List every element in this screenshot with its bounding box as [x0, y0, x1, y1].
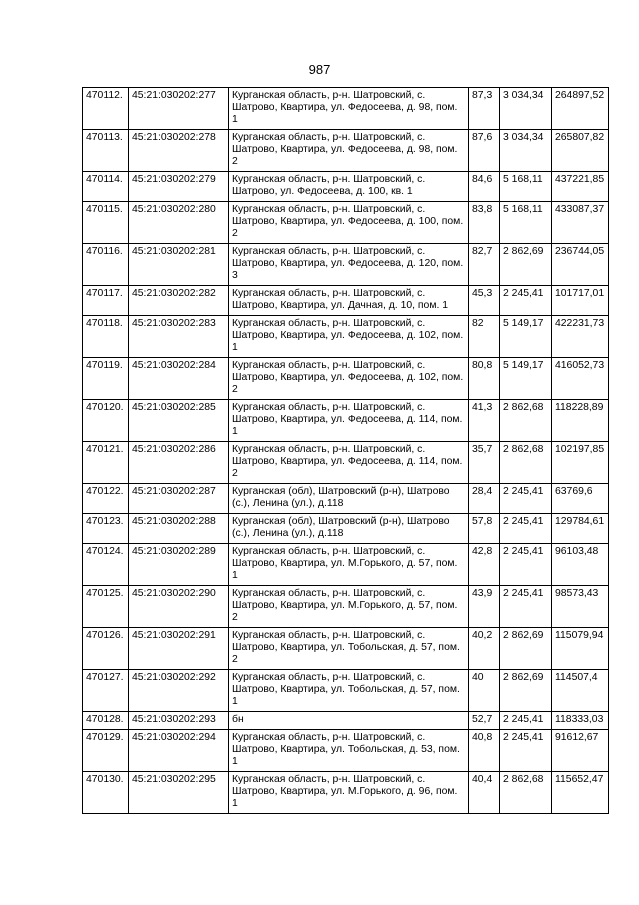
- rate-cell: 2 245,41: [500, 286, 552, 316]
- cadastral-number-cell: 45:21:030202:277: [129, 88, 229, 130]
- row-number-cell: 470125.: [83, 586, 129, 628]
- table-row: [83, 712, 609, 730]
- cadastral-number-cell: 45:21:030202:289: [129, 544, 229, 586]
- area-cell: 82,7: [469, 244, 500, 286]
- address-cell: Курганская область, р-н. Шатровский, с. Шатрово, Квартира, ул. М.Горького, д. 96, пом. 1: [229, 772, 469, 814]
- rate-cell: 5 168,11: [500, 172, 552, 202]
- cadastral-number-cell: 45:21:030202:285: [129, 400, 229, 442]
- table-row: [83, 286, 609, 316]
- row-number-cell: 470120.: [83, 400, 129, 442]
- rate-cell: 5 149,17: [500, 358, 552, 400]
- row-number-cell: 470127.: [83, 670, 129, 712]
- row-number-cell: 470129.: [83, 730, 129, 772]
- row-number-cell: 470122.: [83, 484, 129, 514]
- area-cell: 40,2: [469, 628, 500, 670]
- property-table: [82, 87, 609, 814]
- row-number-cell: 470117.: [83, 286, 129, 316]
- value-cell: 236744,05: [552, 244, 609, 286]
- rate-cell: 2 862,68: [500, 400, 552, 442]
- page-number: 987: [308, 62, 331, 77]
- area-cell: 80,8: [469, 358, 500, 400]
- address-cell: Курганская область, р-н. Шатровский, с. Шатрово, Квартира, ул. Федосеева, д. 98, пом. 2: [229, 130, 469, 172]
- cadastral-number-cell: 45:21:030202:287: [129, 484, 229, 514]
- value-cell: 433087,37: [552, 202, 609, 244]
- address-cell: Курганская область, р-н. Шатровский, с. Шатрово, Квартира, ул. Федосеева, д. 114, пом. 2: [229, 442, 469, 484]
- row-number-cell: 470113.: [83, 130, 129, 172]
- rate-cell: 5 149,17: [500, 316, 552, 358]
- cadastral-number-cell: 45:21:030202:283: [129, 316, 229, 358]
- rate-cell: 2 245,41: [500, 484, 552, 514]
- value-cell: 98573,43: [552, 586, 609, 628]
- table-row: [83, 130, 609, 172]
- address-cell: Курганская область, р-н. Шатровский, с. Шатрово, Квартира, ул. Федосеева, д. 98, пом. 1: [229, 88, 469, 130]
- row-number-cell: 470119.: [83, 358, 129, 400]
- table-row: [83, 514, 609, 544]
- address-cell: Курганская область, р-н. Шатровский, с. Шатрово, Квартира, ул. Федосеева, д. 102, пом. 1: [229, 316, 469, 358]
- area-cell: 82: [469, 316, 500, 358]
- rate-cell: 2 862,69: [500, 244, 552, 286]
- address-cell: Курганская область, р-н. Шатровский, с. Шатрово, Квартира, ул. М.Горького, д. 57, пом. 2: [229, 586, 469, 628]
- area-cell: 45,3: [469, 286, 500, 316]
- area-cell: 35,7: [469, 442, 500, 484]
- table-row: [83, 772, 609, 814]
- row-number-cell: 470123.: [83, 514, 129, 544]
- row-number-cell: 470121.: [83, 442, 129, 484]
- value-cell: 264897,52: [552, 88, 609, 130]
- row-number-cell: 470115.: [83, 202, 129, 244]
- address-cell: Курганская область, р-н. Шатровский, с. Шатрово, Квартира, ул. Тобольская, д. 53, пом. 1: [229, 730, 469, 772]
- rate-cell: 3 034,34: [500, 130, 552, 172]
- address-cell: Курганская область, р-н. Шатровский, с. Шатрово, Квартира, ул. Федосеева, д. 102, пом. 2: [229, 358, 469, 400]
- row-number-cell: 470114.: [83, 172, 129, 202]
- area-cell: 87,3: [469, 88, 500, 130]
- row-number-cell: 470118.: [83, 316, 129, 358]
- row-number-cell: 470126.: [83, 628, 129, 670]
- address-cell: Курганская область, р-н. Шатровский, с. Шатрово, ул. Федосеева, д. 100, кв. 1: [229, 172, 469, 202]
- rate-cell: 5 168,11: [500, 202, 552, 244]
- area-cell: 57,8: [469, 514, 500, 544]
- area-cell: 84,6: [469, 172, 500, 202]
- table-row: [83, 628, 609, 670]
- rate-cell: 2 862,68: [500, 442, 552, 484]
- area-cell: 40,4: [469, 772, 500, 814]
- value-cell: 422231,73: [552, 316, 609, 358]
- rate-cell: 2 862,69: [500, 628, 552, 670]
- area-cell: 43,9: [469, 586, 500, 628]
- row-number-cell: 470130.: [83, 772, 129, 814]
- rate-cell: 2 245,41: [500, 514, 552, 544]
- value-cell: 114507,4: [552, 670, 609, 712]
- value-cell: 102197,85: [552, 442, 609, 484]
- table-body: [83, 88, 609, 814]
- rate-cell: 2 245,41: [500, 712, 552, 730]
- area-cell: 40: [469, 670, 500, 712]
- row-number-cell: 470128.: [83, 712, 129, 730]
- table-row: [83, 544, 609, 586]
- cadastral-number-cell: 45:21:030202:295: [129, 772, 229, 814]
- table-row: [83, 88, 609, 130]
- cadastral-number-cell: 45:21:030202:278: [129, 130, 229, 172]
- cadastral-number-cell: 45:21:030202:281: [129, 244, 229, 286]
- table-row: [83, 358, 609, 400]
- address-cell: бн: [229, 712, 469, 730]
- address-cell: Курганская область, р-н. Шатровский, с. Шатрово, Квартира, ул. Тобольская, д. 57, пом. 1: [229, 670, 469, 712]
- address-cell: Курганская область, р-н. Шатровский, с. Шатрово, Квартира, ул. Дачная, д. 10, пом. 1: [229, 286, 469, 316]
- value-cell: 115079,94: [552, 628, 609, 670]
- address-cell: Курганская область, р-н. Шатровский, с. Шатрово, Квартира, ул. М.Горького, д. 57, пом. 1: [229, 544, 469, 586]
- area-cell: 41,3: [469, 400, 500, 442]
- cadastral-number-cell: 45:21:030202:292: [129, 670, 229, 712]
- table-row: [83, 244, 609, 286]
- address-cell: Курганская область, р-н. Шатровский, с. Шатрово, Квартира, ул. Тобольская, д. 57, пом. 2: [229, 628, 469, 670]
- value-cell: 96103,48: [552, 544, 609, 586]
- area-cell: 42,8: [469, 544, 500, 586]
- cadastral-number-cell: 45:21:030202:286: [129, 442, 229, 484]
- area-cell: 28,4: [469, 484, 500, 514]
- table-row: [83, 202, 609, 244]
- cadastral-number-cell: 45:21:030202:280: [129, 202, 229, 244]
- area-cell: 83,8: [469, 202, 500, 244]
- row-number-cell: 470124.: [83, 544, 129, 586]
- value-cell: 129784,61: [552, 514, 609, 544]
- address-cell: Курганская область, р-н. Шатровский, с. Шатрово, Квартира, ул. Федосеева, д. 114, пом. 1: [229, 400, 469, 442]
- rate-cell: 2 245,41: [500, 586, 552, 628]
- cadastral-number-cell: 45:21:030202:291: [129, 628, 229, 670]
- value-cell: 437221,85: [552, 172, 609, 202]
- rate-cell: 2 245,41: [500, 730, 552, 772]
- cadastral-number-cell: 45:21:030202:282: [129, 286, 229, 316]
- area-cell: 87,6: [469, 130, 500, 172]
- value-cell: 265807,82: [552, 130, 609, 172]
- value-cell: 118228,89: [552, 400, 609, 442]
- table-row: [83, 730, 609, 772]
- address-cell: Курганская область, р-н. Шатровский, с. Шатрово, Квартира, ул. Федосеева, д. 120, пом. 3: [229, 244, 469, 286]
- area-cell: 40,8: [469, 730, 500, 772]
- address-cell: Курганская (обл), Шатровский (р-н), Шатрово (с.), Ленина (ул.), д.118: [229, 484, 469, 514]
- value-cell: 115652,47: [552, 772, 609, 814]
- row-number-cell: 470112.: [83, 88, 129, 130]
- cadastral-number-cell: 45:21:030202:294: [129, 730, 229, 772]
- row-number-cell: 470116.: [83, 244, 129, 286]
- value-cell: 91612,67: [552, 730, 609, 772]
- table-row: [83, 400, 609, 442]
- table-row: [83, 172, 609, 202]
- rate-cell: 2 245,41: [500, 544, 552, 586]
- value-cell: 416052,73: [552, 358, 609, 400]
- table-row: [83, 484, 609, 514]
- rate-cell: 3 034,34: [500, 88, 552, 130]
- rate-cell: 2 862,69: [500, 670, 552, 712]
- table-row: [83, 442, 609, 484]
- address-cell: Курганская область, р-н. Шатровский, с. Шатрово, Квартира, ул. Федосеева, д. 100, пом. 2: [229, 202, 469, 244]
- cadastral-number-cell: 45:21:030202:288: [129, 514, 229, 544]
- table-row: [83, 670, 609, 712]
- value-cell: 63769,6: [552, 484, 609, 514]
- cadastral-number-cell: 45:21:030202:279: [129, 172, 229, 202]
- value-cell: 118333,03: [552, 712, 609, 730]
- address-cell: Курганская (обл), Шатровский (р-н), Шатрово (с.), Ленина (ул.), д.118: [229, 514, 469, 544]
- table-row: [83, 316, 609, 358]
- value-cell: 101717,01: [552, 286, 609, 316]
- cadastral-number-cell: 45:21:030202:284: [129, 358, 229, 400]
- rate-cell: 2 862,68: [500, 772, 552, 814]
- cadastral-number-cell: 45:21:030202:293: [129, 712, 229, 730]
- table-row: [83, 586, 609, 628]
- cadastral-number-cell: 45:21:030202:290: [129, 586, 229, 628]
- area-cell: 52,7: [469, 712, 500, 730]
